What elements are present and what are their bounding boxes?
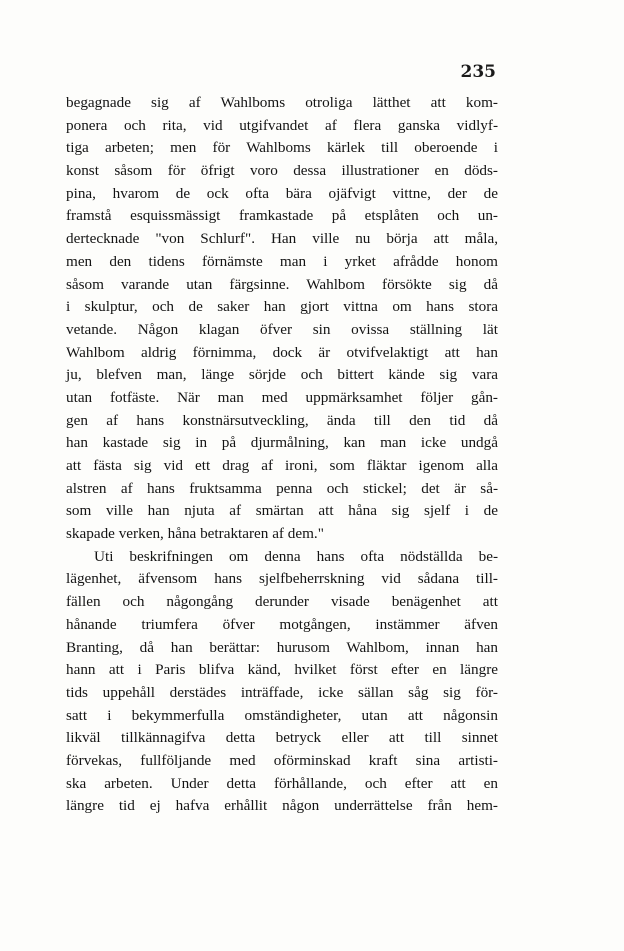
paragraph [66, 92, 498, 546]
text-line: men den tidens förnämste man i yrket afrådde honom [66, 252, 498, 270]
text-line: Wahlbom aldrig förnimma, dock är otvifvelaktigt att han [66, 343, 498, 361]
text-line: begagnade sig af Wahlboms otroliga lätthet att kom- [66, 94, 498, 111]
text-line: alstren af hans fruktsamma penna och stickel; det är så- [66, 479, 498, 497]
text-line: ponera och rita, vid utgifvandet af flera ganska vidlyf- [66, 116, 498, 134]
text-line: fällen och någongång derunder visade benägenhet att [66, 593, 498, 611]
text-line: tiga arbeten; men för Wahlboms kärlek till oberoende i [66, 139, 498, 157]
text-line: dertecknade "von Schlurf". Han ville nu börja att måla, [66, 230, 498, 248]
text-line: satt i bekymmerfulla omständigheter, utan att någonsin [66, 706, 498, 724]
text-line: hann att i Paris blifva känd, hvilket först efter en längre [66, 661, 498, 679]
text-line: pina, hvarom de ock ofta bära ojäfvigt vittne, der de [66, 184, 498, 202]
text-line: längre tid ej hafva erhållit någon underrättelse från hem- [66, 797, 498, 815]
text-line: såsom varande utan färgsinne. Wahlbom försökte sig då [66, 275, 498, 293]
text-line: Branting, då han berättar: hurusom Wahlbom, innan han [66, 638, 498, 656]
text-line: skapade verken, håna betraktaren af dem." [66, 525, 324, 543]
text-line: konst såsom för öfrigt voro dessa illustrationer en döds- [66, 162, 498, 180]
paragraph [66, 546, 498, 818]
text-line: ska arbeten. Under detta förhållande, och efter att en [66, 774, 498, 792]
text-line: att fästa sig vid ett drag af ironi, som fläktar igenom alla [66, 457, 498, 474]
text-line: likväl tillkännagifva detta betryck eller att till sinnet [66, 729, 498, 747]
text-line: ju, blefven man, länge sörjde och bittert kände sig vara [66, 366, 498, 384]
text-line: framstå esquissmässigt framkastade på etsplåten och un- [66, 207, 498, 225]
text-line: vetande. Någon klagan öfver sin ovissa ställning lät [66, 320, 498, 338]
body-text [66, 92, 498, 818]
text-line: Uti beskrifningen om denna hans ofta nödställda be- [94, 547, 498, 565]
text-line: i skulptur, och de saker han gjort vittna om hans stora [66, 298, 498, 316]
text-line: tids uppehåll derstädes inträffade, icke sällan såg sig för- [66, 683, 498, 701]
text-line: gen af hans konstnärsutveckling, ända till den tid då [66, 411, 498, 429]
text-line: som ville han njuta af smärtan att håna sig sjelf i de [66, 502, 498, 520]
page-number: 235 [460, 62, 496, 82]
text-line: han kastade sig in på djurmålning, kan man icke undgå [66, 434, 498, 452]
text-line: hånande triumfera öfver motgången, instämmer äfven [66, 615, 498, 633]
text-line: utan fotfäste. När man med uppmärksamhet följer gån- [66, 388, 498, 406]
text-line: förvekas, fullföljande med oförminskad kraft sina artisti- [66, 751, 498, 769]
text-line: lägenhet, äfvensom hans sjelfbeherrskning vid sådana till- [66, 570, 498, 588]
